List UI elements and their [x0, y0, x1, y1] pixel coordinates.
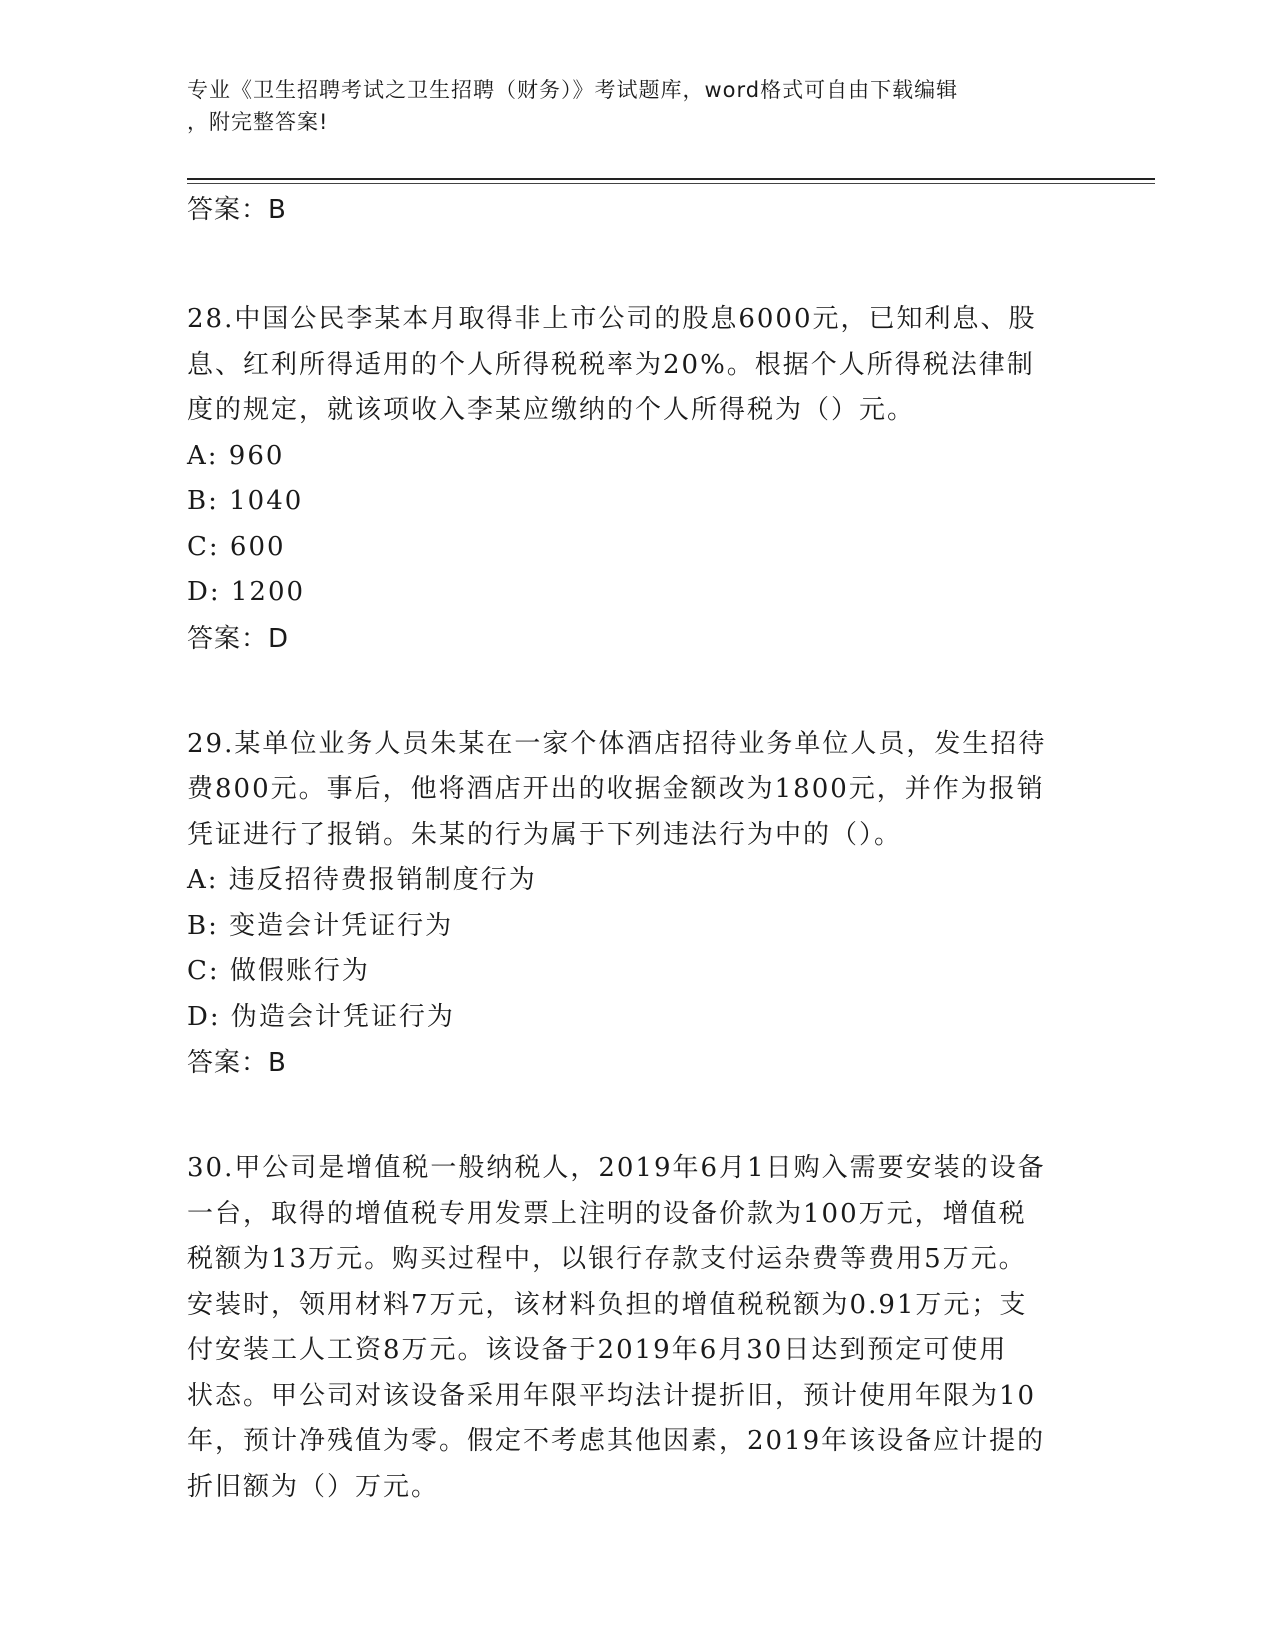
question-text: 28.中国公民李某本月取得非上市公司的股息6000元，已知利息、股 息、红利所得适用的个人所得税税率为20%。根据个人所得税法律制 度的规定，就该项收入李某应缴纳的个人所得税为（）元。: [187, 304, 1037, 425]
header-line-2: ，附完整答案!: [187, 110, 329, 134]
option-d: D: 伪造会计凭证行为: [187, 1001, 455, 1032]
header-rule-thin: [187, 183, 1155, 184]
option-a: A: 违反招待费报销制度行为: [187, 865, 537, 895]
previous-answer: 答案：B: [187, 195, 287, 225]
option-a: A: 960: [187, 440, 285, 471]
answer: 答案：D: [187, 623, 290, 654]
question-content: [187, 187, 1087, 1510]
option-d: D: 1200: [187, 577, 306, 607]
option-c: C: 600: [187, 531, 286, 562]
question-text: 30.甲公司是增值税一般纳税人，2019年6月1日购入需要安装的设备 一台，取得的增值税专用发票上注明的设备价款为100万元，增值税 税额为13万元。购买过程中，以银行存款支付运杂费等费用5万元。 安装时，领用材料7万元，该材料负担的增值税税额为0.91万元；支 付安装工人工资8万元。该设备于2019年6月30日达到预定可使用 状态。甲公司对该设备采用年限平均法计提折旧，预计使用年限为10 年，预计净残值为零。假定不考虑其他因素，2019年该设备应计提的 折旧额为（）万元。: [187, 1153, 1046, 1502]
option-b: B: 变造会计凭证行为: [187, 910, 454, 941]
page-header: [187, 74, 1087, 138]
answer: 答案：B: [187, 1048, 287, 1078]
option-b: B: 1040: [187, 486, 304, 516]
option-c: C: 做假账行为: [187, 956, 370, 986]
question-29: [187, 722, 1087, 1087]
question-text: 29.某单位业务人员朱某在一家个体酒店招待业务单位人员，发生招待 费800元。事后，他将酒店开出的收据金额改为1800元，并作为报销 凭证进行了报销。朱某的行为属于下列违法行为中的（）。: [187, 728, 1047, 850]
question-28: [187, 297, 1087, 662]
header-line-1: 专业《卫生招聘考试之卫生招聘（财务）》考试题库，word格式可自由下载编辑: [187, 78, 959, 102]
question-30: [187, 1146, 1087, 1510]
header-rule-thick: [187, 178, 1155, 180]
